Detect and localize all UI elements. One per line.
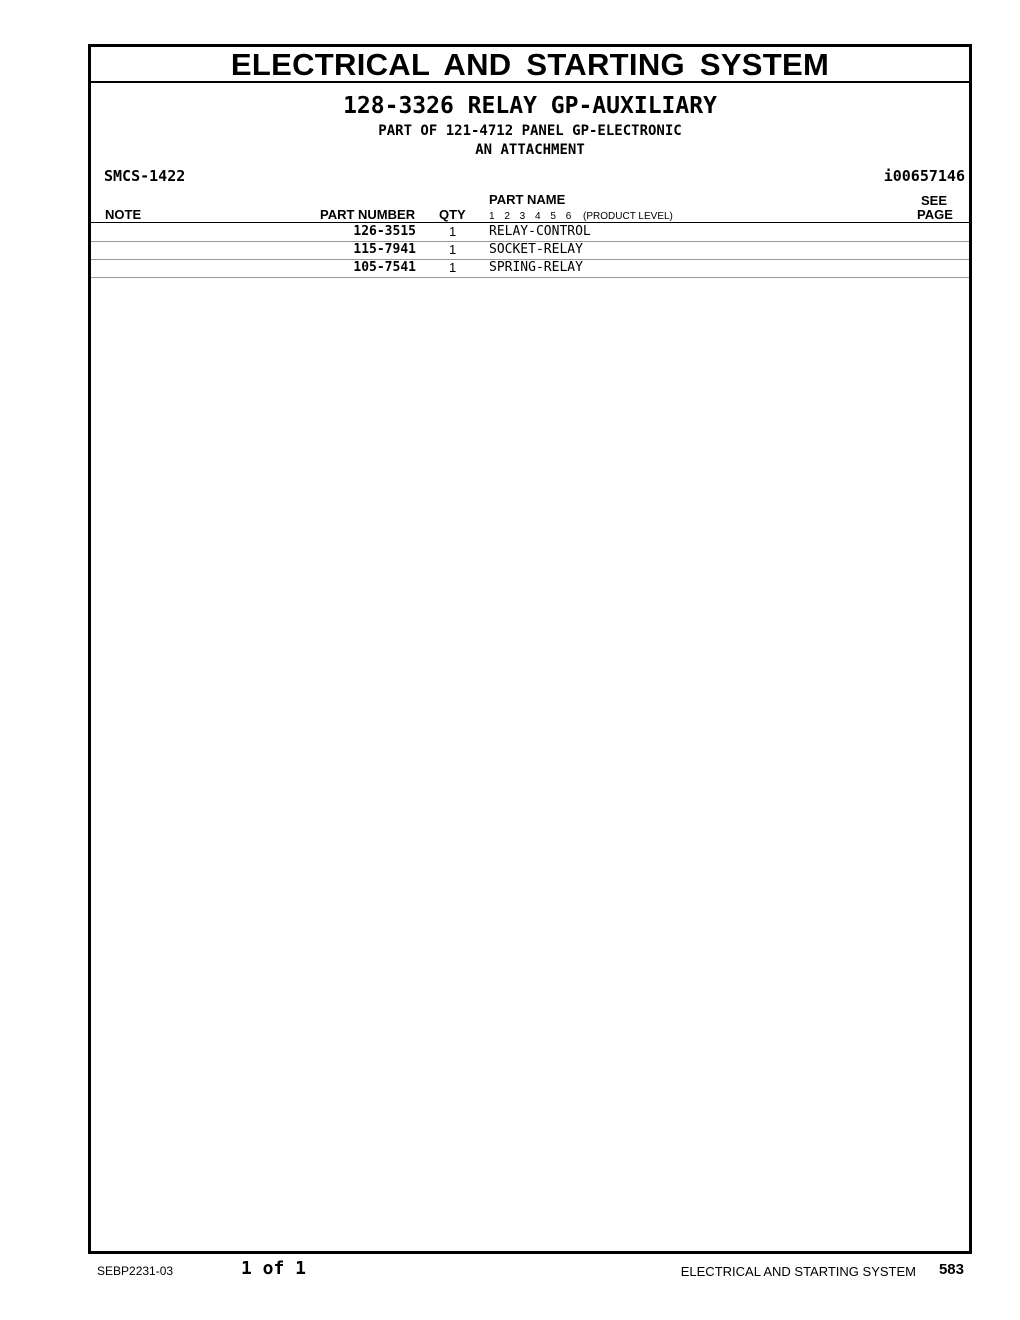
document-number: SEBP2231-03 [97, 1264, 174, 1278]
group-title: 128-3326 RELAY GP-AUXILIARY [343, 93, 717, 119]
attachment-line: AN ATTACHMENT [475, 142, 585, 158]
page-of-count: 1 of 1 [241, 1258, 307, 1279]
part-number: 105-7541 [353, 260, 416, 275]
part-of-line: PART OF 121-4712 PANEL GP-ELECTRONIC [378, 123, 682, 139]
footer-section: ELECTRICAL AND STARTING SYSTEM [680, 1264, 916, 1279]
col-header-part-number: PART NUMBER [320, 207, 416, 222]
product-level-label: (PRODUCT LEVEL) [583, 211, 673, 222]
table-row [91, 259, 969, 278]
smcs-code: SMCS-1422 [104, 167, 186, 185]
part-name: RELAY-CONTROL [489, 224, 591, 239]
illustration-id: i00657146 [883, 167, 965, 185]
product-level-numbers: 1 2 3 4 5 6 [489, 211, 572, 222]
col-header-page: PAGE [917, 207, 953, 222]
quantity: 1 [449, 260, 457, 275]
table-row [91, 241, 969, 260]
part-name: SPRING-RELAY [489, 260, 583, 275]
section-title: ELECTRICAL AND STARTING SYSTEM [91, 47, 969, 83]
table-row [91, 223, 969, 242]
col-header-qty: QTY [439, 207, 466, 222]
product-level-header [489, 211, 673, 222]
col-header-note: NOTE [105, 207, 142, 222]
page-frame [88, 44, 972, 1254]
part-name: SOCKET-RELAY [489, 242, 583, 257]
part-number: 115-7941 [353, 242, 416, 257]
quantity: 1 [449, 242, 457, 257]
quantity: 1 [449, 224, 457, 239]
col-header-see: SEE [921, 193, 948, 208]
col-header-part-name: PART NAME [489, 192, 566, 207]
part-number: 126-3515 [353, 224, 416, 239]
page-number: 583 [938, 1261, 964, 1278]
